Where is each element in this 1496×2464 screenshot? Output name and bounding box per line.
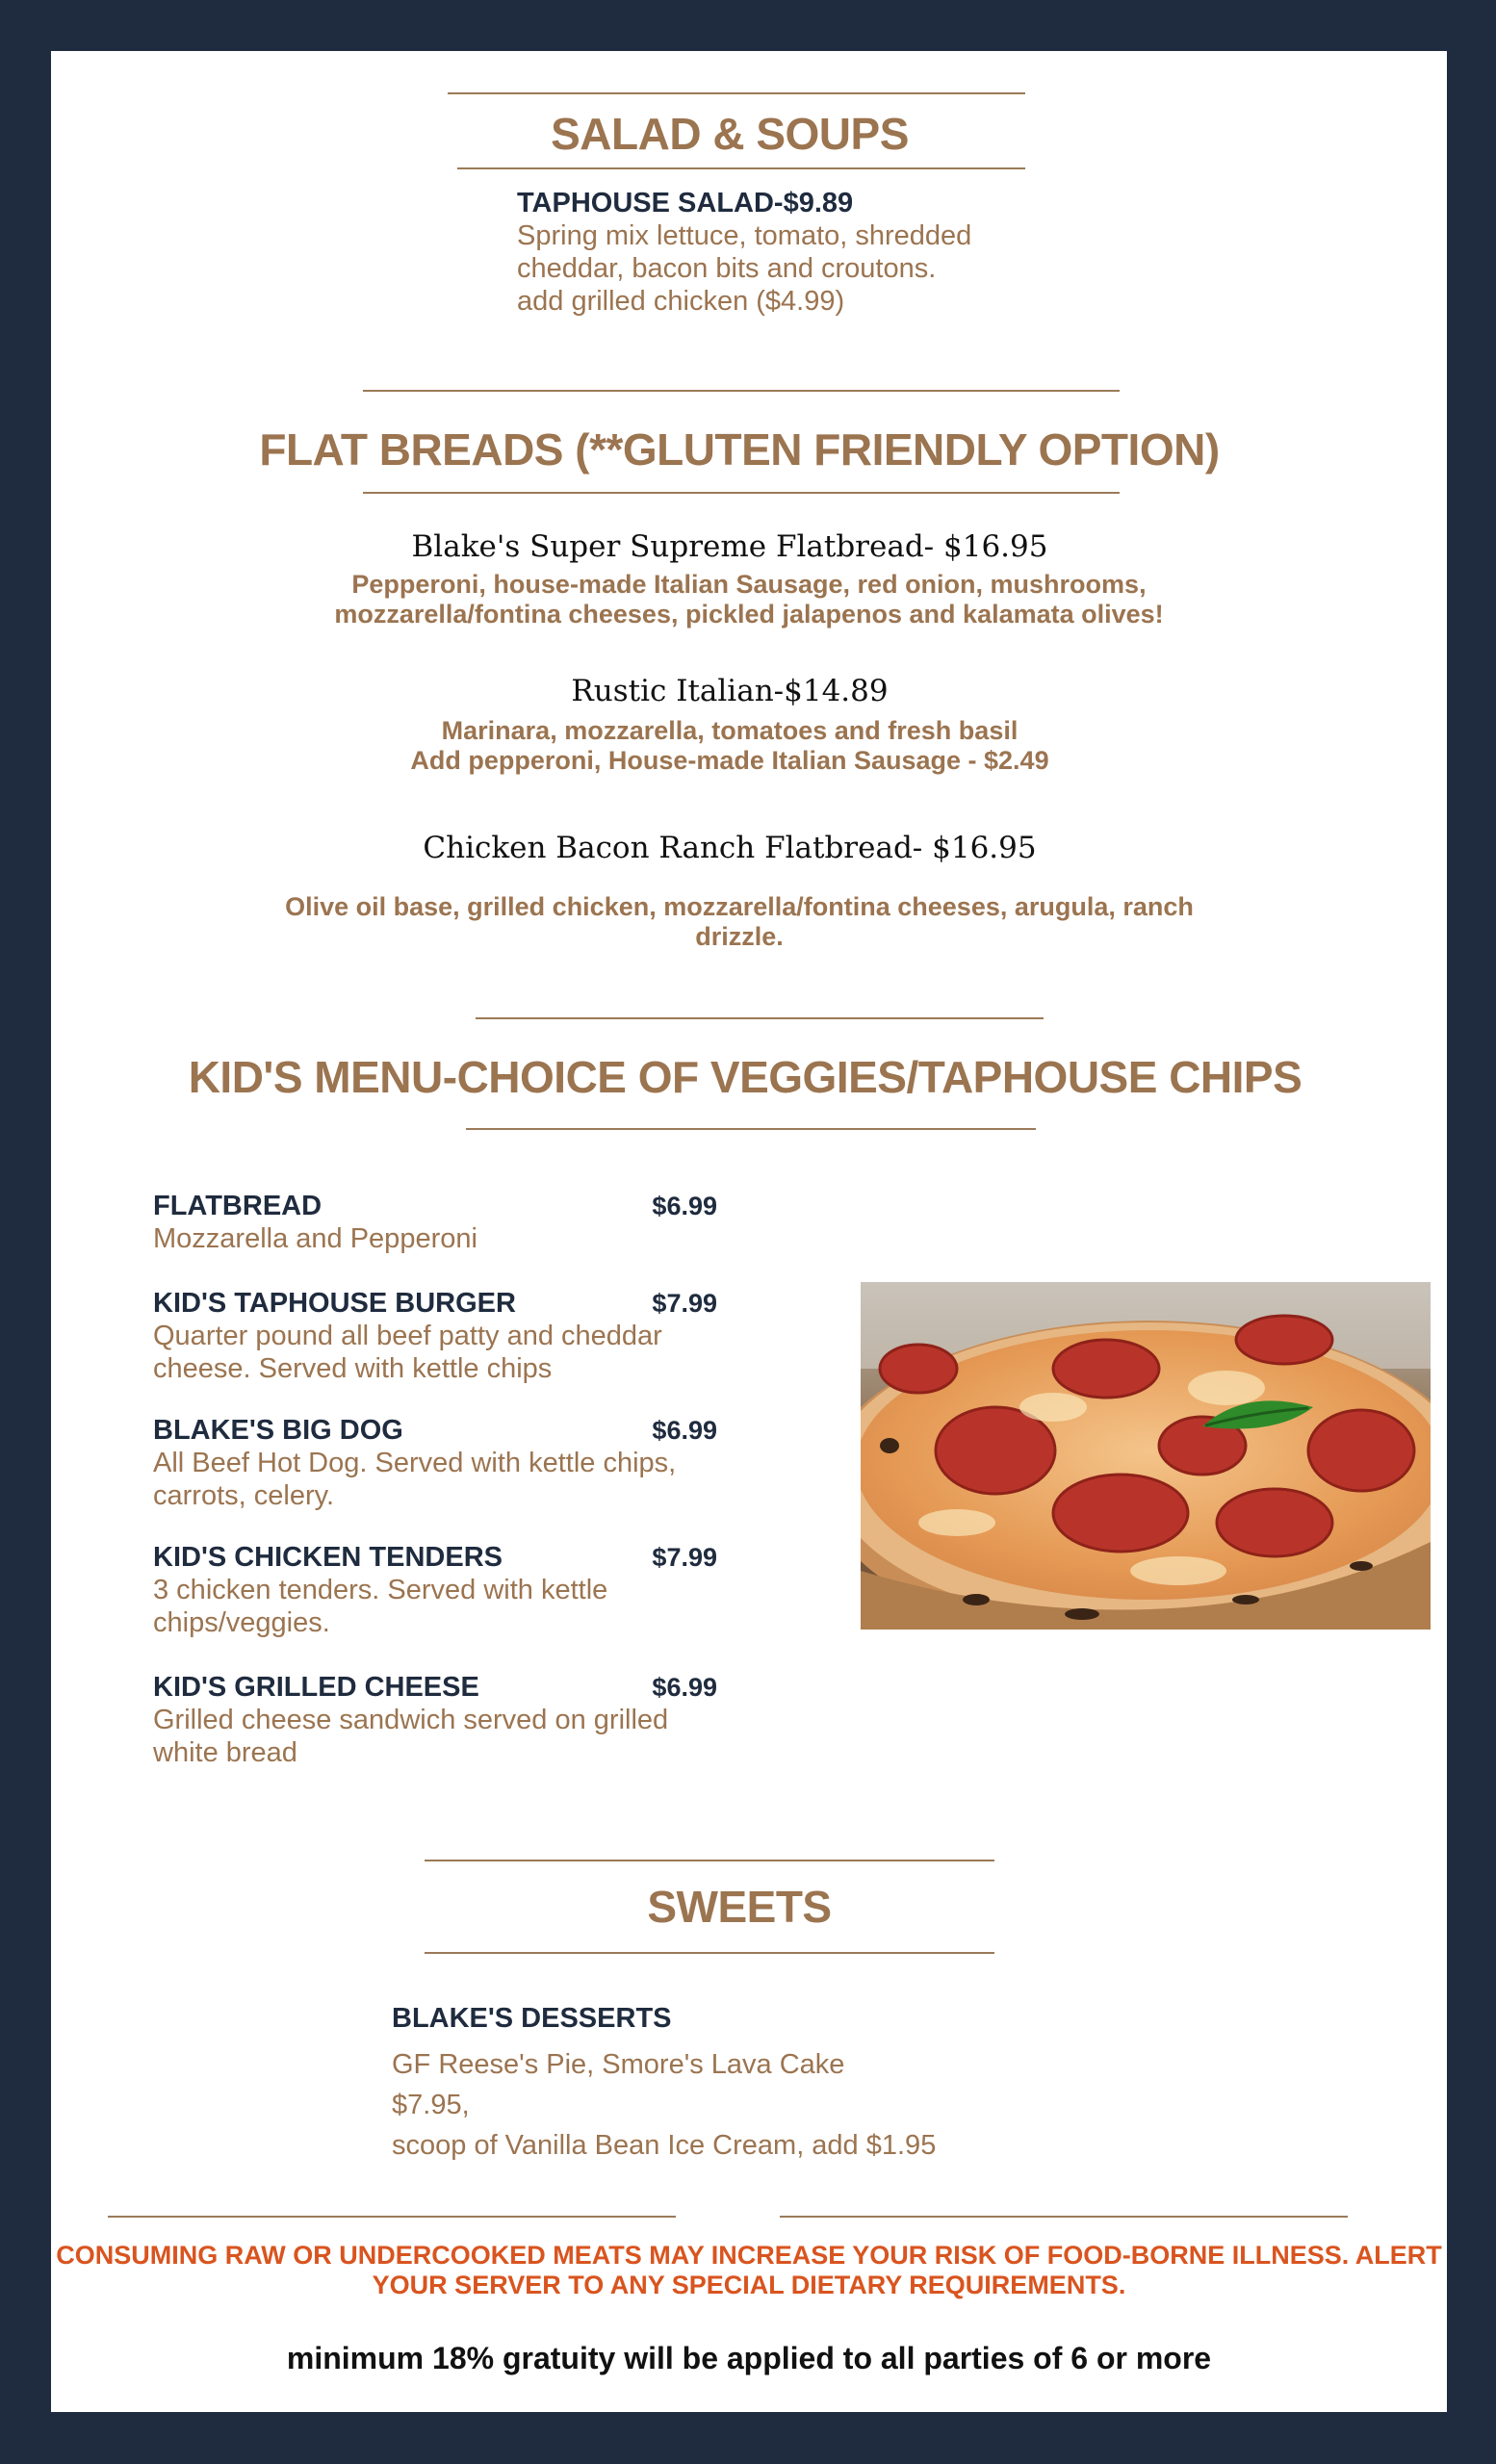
item-desc-line: scoop of Vanilla Bean Ice Cream, add $1.95 bbox=[392, 2130, 937, 2161]
flatbread-title: Blake's Super Supreme Flatbread- $16.95 bbox=[411, 529, 1048, 564]
divider bbox=[363, 390, 1120, 392]
item-desc-line: Spring mix lettuce, tomato, shredded bbox=[517, 220, 972, 251]
divider bbox=[780, 2216, 1348, 2218]
pizza-photo bbox=[861, 1282, 1431, 1630]
item-desc-line: cheddar, bacon bits and croutons. bbox=[517, 253, 937, 284]
flatbread-desc-line: Olive oil base, grilled chicken, mozzarella/fontina cheeses, arugula, ranch bbox=[285, 892, 1194, 921]
item-title: BLAKE'S DESSERTS bbox=[392, 2003, 672, 2034]
kids-menu-item bbox=[153, 1671, 721, 1769]
divider bbox=[425, 1860, 994, 1861]
divider bbox=[476, 1017, 1044, 1019]
item-title: FLATBREAD bbox=[153, 1191, 322, 1221]
item-desc-line: carrots, celery. bbox=[153, 1480, 335, 1511]
item-price: $7.99 bbox=[652, 1543, 717, 1572]
gratuity-note: minimum 18% gratuity will be applied to all parties of 6 or more bbox=[286, 2341, 1212, 2375]
pepperoni-pizza-photo-icon bbox=[861, 1282, 1431, 1630]
item-desc-line: Quarter pound all beef patty and cheddar bbox=[153, 1321, 662, 1351]
item-desc-line: add grilled chicken ($4.99) bbox=[517, 286, 845, 317]
divider bbox=[448, 92, 1025, 94]
flatbread-title: Chicken Bacon Ranch Flatbread- $16.95 bbox=[423, 831, 1037, 865]
item-title: KID'S GRILLED CHEESE bbox=[153, 1672, 479, 1703]
warning-line: YOUR SERVER TO ANY SPECIAL DIETARY REQUIREMENTS. bbox=[372, 2271, 1126, 2299]
section-heading-sweets: SWEETS bbox=[647, 1882, 832, 1932]
divider bbox=[363, 492, 1120, 494]
item-desc-line: cheese. Served with kettle chips bbox=[153, 1353, 553, 1384]
item-price: $7.99 bbox=[652, 1289, 717, 1318]
kids-menu-item bbox=[153, 1287, 721, 1385]
divider bbox=[457, 167, 1025, 169]
item-desc-line: white bread bbox=[153, 1737, 297, 1768]
item-desc-line: All Beef Hot Dog. Served with kettle chips, bbox=[153, 1448, 677, 1478]
section-heading-flatbreads: FLAT BREADS (**GLUTEN FRIENDLY OPTION) bbox=[259, 424, 1220, 475]
food-safety-warning bbox=[51, 2241, 1447, 2300]
flatbread-desc-line: drizzle. bbox=[695, 922, 784, 951]
flatbread-title: Rustic Italian-$14.89 bbox=[571, 674, 889, 708]
section-heading-kids: KID'S MENU-CHOICE OF VEGGIES/TAPHOUSE CHIPS bbox=[188, 1052, 1303, 1102]
kids-menu-item bbox=[153, 1190, 721, 1255]
item-price: $6.99 bbox=[652, 1416, 717, 1445]
flatbread-desc-line: Pepperoni, house-made Italian Sausage, red onion, mushrooms, bbox=[351, 570, 1147, 599]
divider bbox=[108, 2216, 676, 2218]
section-heading-salad: SALAD & SOUPS bbox=[551, 109, 909, 159]
kids-menu-item bbox=[153, 1541, 721, 1639]
item-desc-line: Grilled cheese sandwich served on grilled bbox=[153, 1705, 669, 1735]
flatbread-desc-line: Marinara, mozzarella, tomatoes and fresh basil bbox=[441, 716, 1019, 745]
item-desc-line: chips/veggies. bbox=[153, 1607, 330, 1638]
item-price: $6.99 bbox=[652, 1192, 717, 1220]
warning-line: CONSUMING RAW OR UNDERCOOKED MEATS MAY INCREASE YOUR RISK OF FOOD-BORNE ILLNESS. ALERT bbox=[56, 2241, 1442, 2270]
divider bbox=[425, 1952, 994, 1954]
item-title: BLAKE'S BIG DOG bbox=[153, 1415, 403, 1446]
menu-item-taphouse-salad bbox=[517, 187, 1056, 318]
item-desc-line: $7.95, bbox=[392, 2090, 470, 2120]
kids-menu-item bbox=[153, 1414, 721, 1512]
item-desc-line: Mozzarella and Pepperoni bbox=[153, 1223, 477, 1254]
flatbread-desc-line: Add pepperoni, House-made Italian Sausage - $2.49 bbox=[410, 746, 1049, 775]
menu-page bbox=[51, 51, 1447, 2412]
item-title: KID'S TAPHOUSE BURGER bbox=[153, 1288, 516, 1319]
item-desc-line: 3 chicken tenders. Served with kettle bbox=[153, 1575, 608, 1605]
item-desc-line: GF Reese's Pie, Smore's Lava Cake bbox=[392, 2049, 845, 2080]
flatbread-desc-line: mozzarella/fontina cheeses, pickled jalapenos and kalamata olives! bbox=[334, 600, 1164, 629]
item-title: KID'S CHICKEN TENDERS bbox=[153, 1542, 503, 1573]
divider bbox=[466, 1128, 1036, 1130]
menu-item-desserts bbox=[392, 2002, 1066, 2166]
item-title: TAPHOUSE SALAD-$9.89 bbox=[517, 188, 854, 218]
item-price: $6.99 bbox=[652, 1673, 717, 1702]
